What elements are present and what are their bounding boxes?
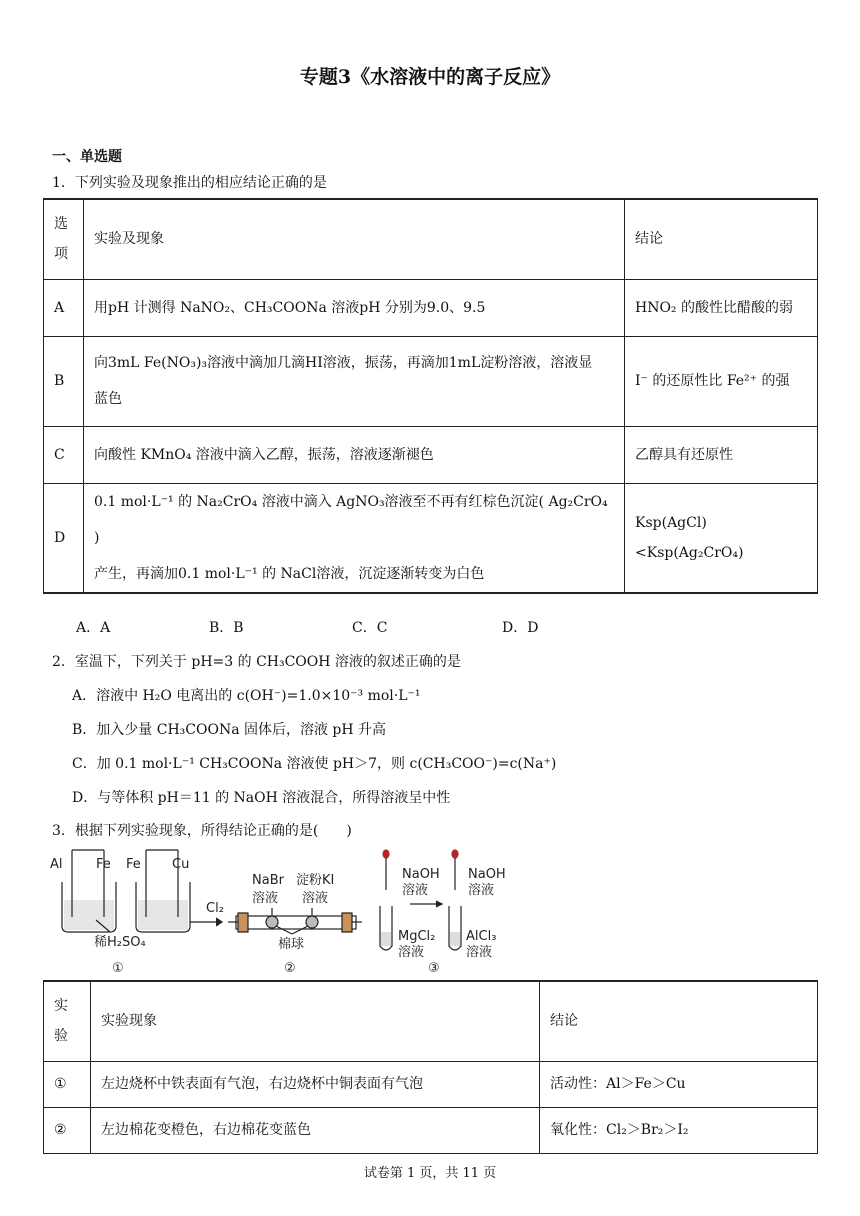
row-2-phenomenon: 左边棉花变橙色，右边棉花变蓝色 — [91, 1107, 540, 1153]
row-a-experiment: 用pH 计测得 NaNO₂、CH₃COONa 溶液pH 分别为9.0、9.5 — [84, 279, 625, 336]
row-d-option: D — [44, 483, 84, 593]
header-conclusion: 结论 — [540, 981, 818, 1061]
header-option-2: 项 — [54, 246, 68, 263]
page-title: 专题3《水溶液中的离子反应》 — [299, 66, 561, 88]
row-a-conclusion: HNO₂ 的酸性比醋酸的弱 — [625, 279, 818, 336]
row-d-experiment-line2: 产生，再滴加0.1 mol·L⁻¹ 的 NaCl溶液，沉淀逐渐转变为白色 — [94, 565, 485, 582]
page-footer: 试卷第 1 页，共 11 页 — [363, 1166, 497, 1181]
question-3-figure — [40, 842, 540, 976]
fig2-nabr: NaBr — [252, 873, 284, 888]
row-1-conclusion: 活动性：Al＞Fe＞Cu — [540, 1061, 818, 1107]
option-b[interactable]: B．B — [209, 620, 244, 636]
header-option-1: 选 — [54, 216, 68, 233]
fig3-naoh1-solution: 溶液 — [402, 883, 429, 898]
row-1-experiment: ① — [44, 1061, 91, 1107]
question-2-stem: 2．室温下，下列关于 pH=3 的 CH₃COOH 溶液的叙述正确的是 — [52, 654, 461, 670]
fig1-fe2: Fe — [126, 857, 141, 872]
option-c[interactable]: C．C — [352, 620, 388, 636]
header-conclusion: 结论 — [625, 199, 818, 279]
question-1-table — [43, 198, 818, 594]
header-experiment: 实验及现象 — [84, 199, 625, 279]
fig3-mgcl2: MgCl₂ — [398, 929, 436, 944]
fig3-naoh2-solution: 溶液 — [468, 883, 495, 898]
header-phenomenon: 实验现象 — [91, 981, 540, 1061]
q2-option-c[interactable]: C．加 0.1 mol·L⁻¹ CH₃COONa 溶液使 pH＞7，则 c(CH₃COO⁻)=c(Na⁺) — [72, 756, 557, 772]
row-d-experiment — [84, 483, 625, 593]
option-d[interactable]: D．D — [502, 620, 539, 636]
option-a[interactable]: A．A — [76, 620, 111, 636]
question-3-stem: 3．根据下列实验现象，所得结论正确的是( ) — [52, 823, 352, 839]
fig1-number: ① — [112, 961, 124, 976]
row-b-experiment-line2: 蓝色 — [94, 391, 122, 407]
row-d-conclusion: Ksp(AgCl)<Ksp(Ag₂CrO₄) — [625, 483, 818, 593]
fig3-alcl3-solution: 溶液 — [466, 945, 493, 960]
fig2-number: ② — [284, 961, 296, 976]
row-b-experiment-line1: 向3mL Fe(NO₃)₃溶液中滴加几滴HI溶液，振荡，再滴加1mL淀粉溶液，溶液显 — [94, 355, 593, 371]
header-experiment-1: 实 — [54, 998, 68, 1015]
fig2-cl2: Cl₂ — [206, 901, 224, 916]
fig1-acid: 稀H₂SO₄ — [94, 935, 146, 950]
header-option — [44, 199, 84, 279]
fig1-al: Al — [50, 857, 63, 872]
fig1-fe: Fe — [96, 857, 111, 872]
row-c-option: C — [44, 426, 84, 483]
row-d-experiment-line1: 0.1 mol·L⁻¹ 的 Na₂CrO₄ 溶液中滴入 AgNO₃溶液至不再有红棕色沉淀( Ag₂CrO₄ ) — [94, 493, 608, 546]
row-b-conclusion: I⁻ 的还原性比 Fe²⁺ 的强 — [625, 336, 818, 426]
row-a-option: A — [44, 279, 84, 336]
fig3-mgcl2-solution: 溶液 — [398, 945, 425, 960]
fig3-alcl3: AlCl₃ — [466, 929, 497, 944]
fig3-number: ③ — [428, 961, 440, 976]
question-3-table — [43, 980, 818, 1154]
header-experiment-2: 验 — [54, 1028, 68, 1045]
q2-option-d[interactable]: D．与等体积 pH＝11 的 NaOH 溶液混合，所得溶液呈中性 — [72, 790, 451, 806]
question-1-stem: 1．下列实验及现象推出的相应结论正确的是 — [52, 175, 327, 191]
q2-option-a[interactable]: A．溶液中 H₂O 电离出的 c(OH⁻)=1.0×10⁻³ mol·L⁻¹ — [72, 688, 421, 704]
fig3-naoh2: NaOH — [468, 867, 506, 882]
row-2-conclusion: 氧化性：Cl₂＞Br₂＞I₂ — [540, 1107, 818, 1153]
fig2-ki: 淀粉KI — [296, 873, 335, 888]
question-1-options — [76, 617, 538, 637]
row-c-conclusion: 乙醇具有还原性 — [625, 426, 818, 483]
fig3-naoh1: NaOH — [402, 867, 440, 882]
row-2-experiment: ② — [44, 1107, 91, 1153]
fig2-nabr-solution: 溶液 — [252, 891, 279, 906]
header-experiment — [44, 981, 91, 1061]
row-b-experiment — [84, 336, 625, 426]
fig2-cotton: 棉球 — [278, 937, 305, 952]
fig2-ki-solution: 溶液 — [302, 891, 329, 906]
row-1-phenomenon: 左边烧杯中铁表面有气泡，右边烧杯中铜表面有气泡 — [91, 1061, 540, 1107]
q2-option-b[interactable]: B．加入少量 CH₃COONa 固体后，溶液 pH 升高 — [72, 722, 387, 738]
fig1-cu: Cu — [172, 857, 190, 872]
row-c-experiment: 向酸性 KMnO₄ 溶液中滴入乙醇，振荡，溶液逐渐褪色 — [84, 426, 625, 483]
section-heading: 一、单选题 — [52, 149, 122, 165]
row-b-option: B — [44, 336, 84, 426]
